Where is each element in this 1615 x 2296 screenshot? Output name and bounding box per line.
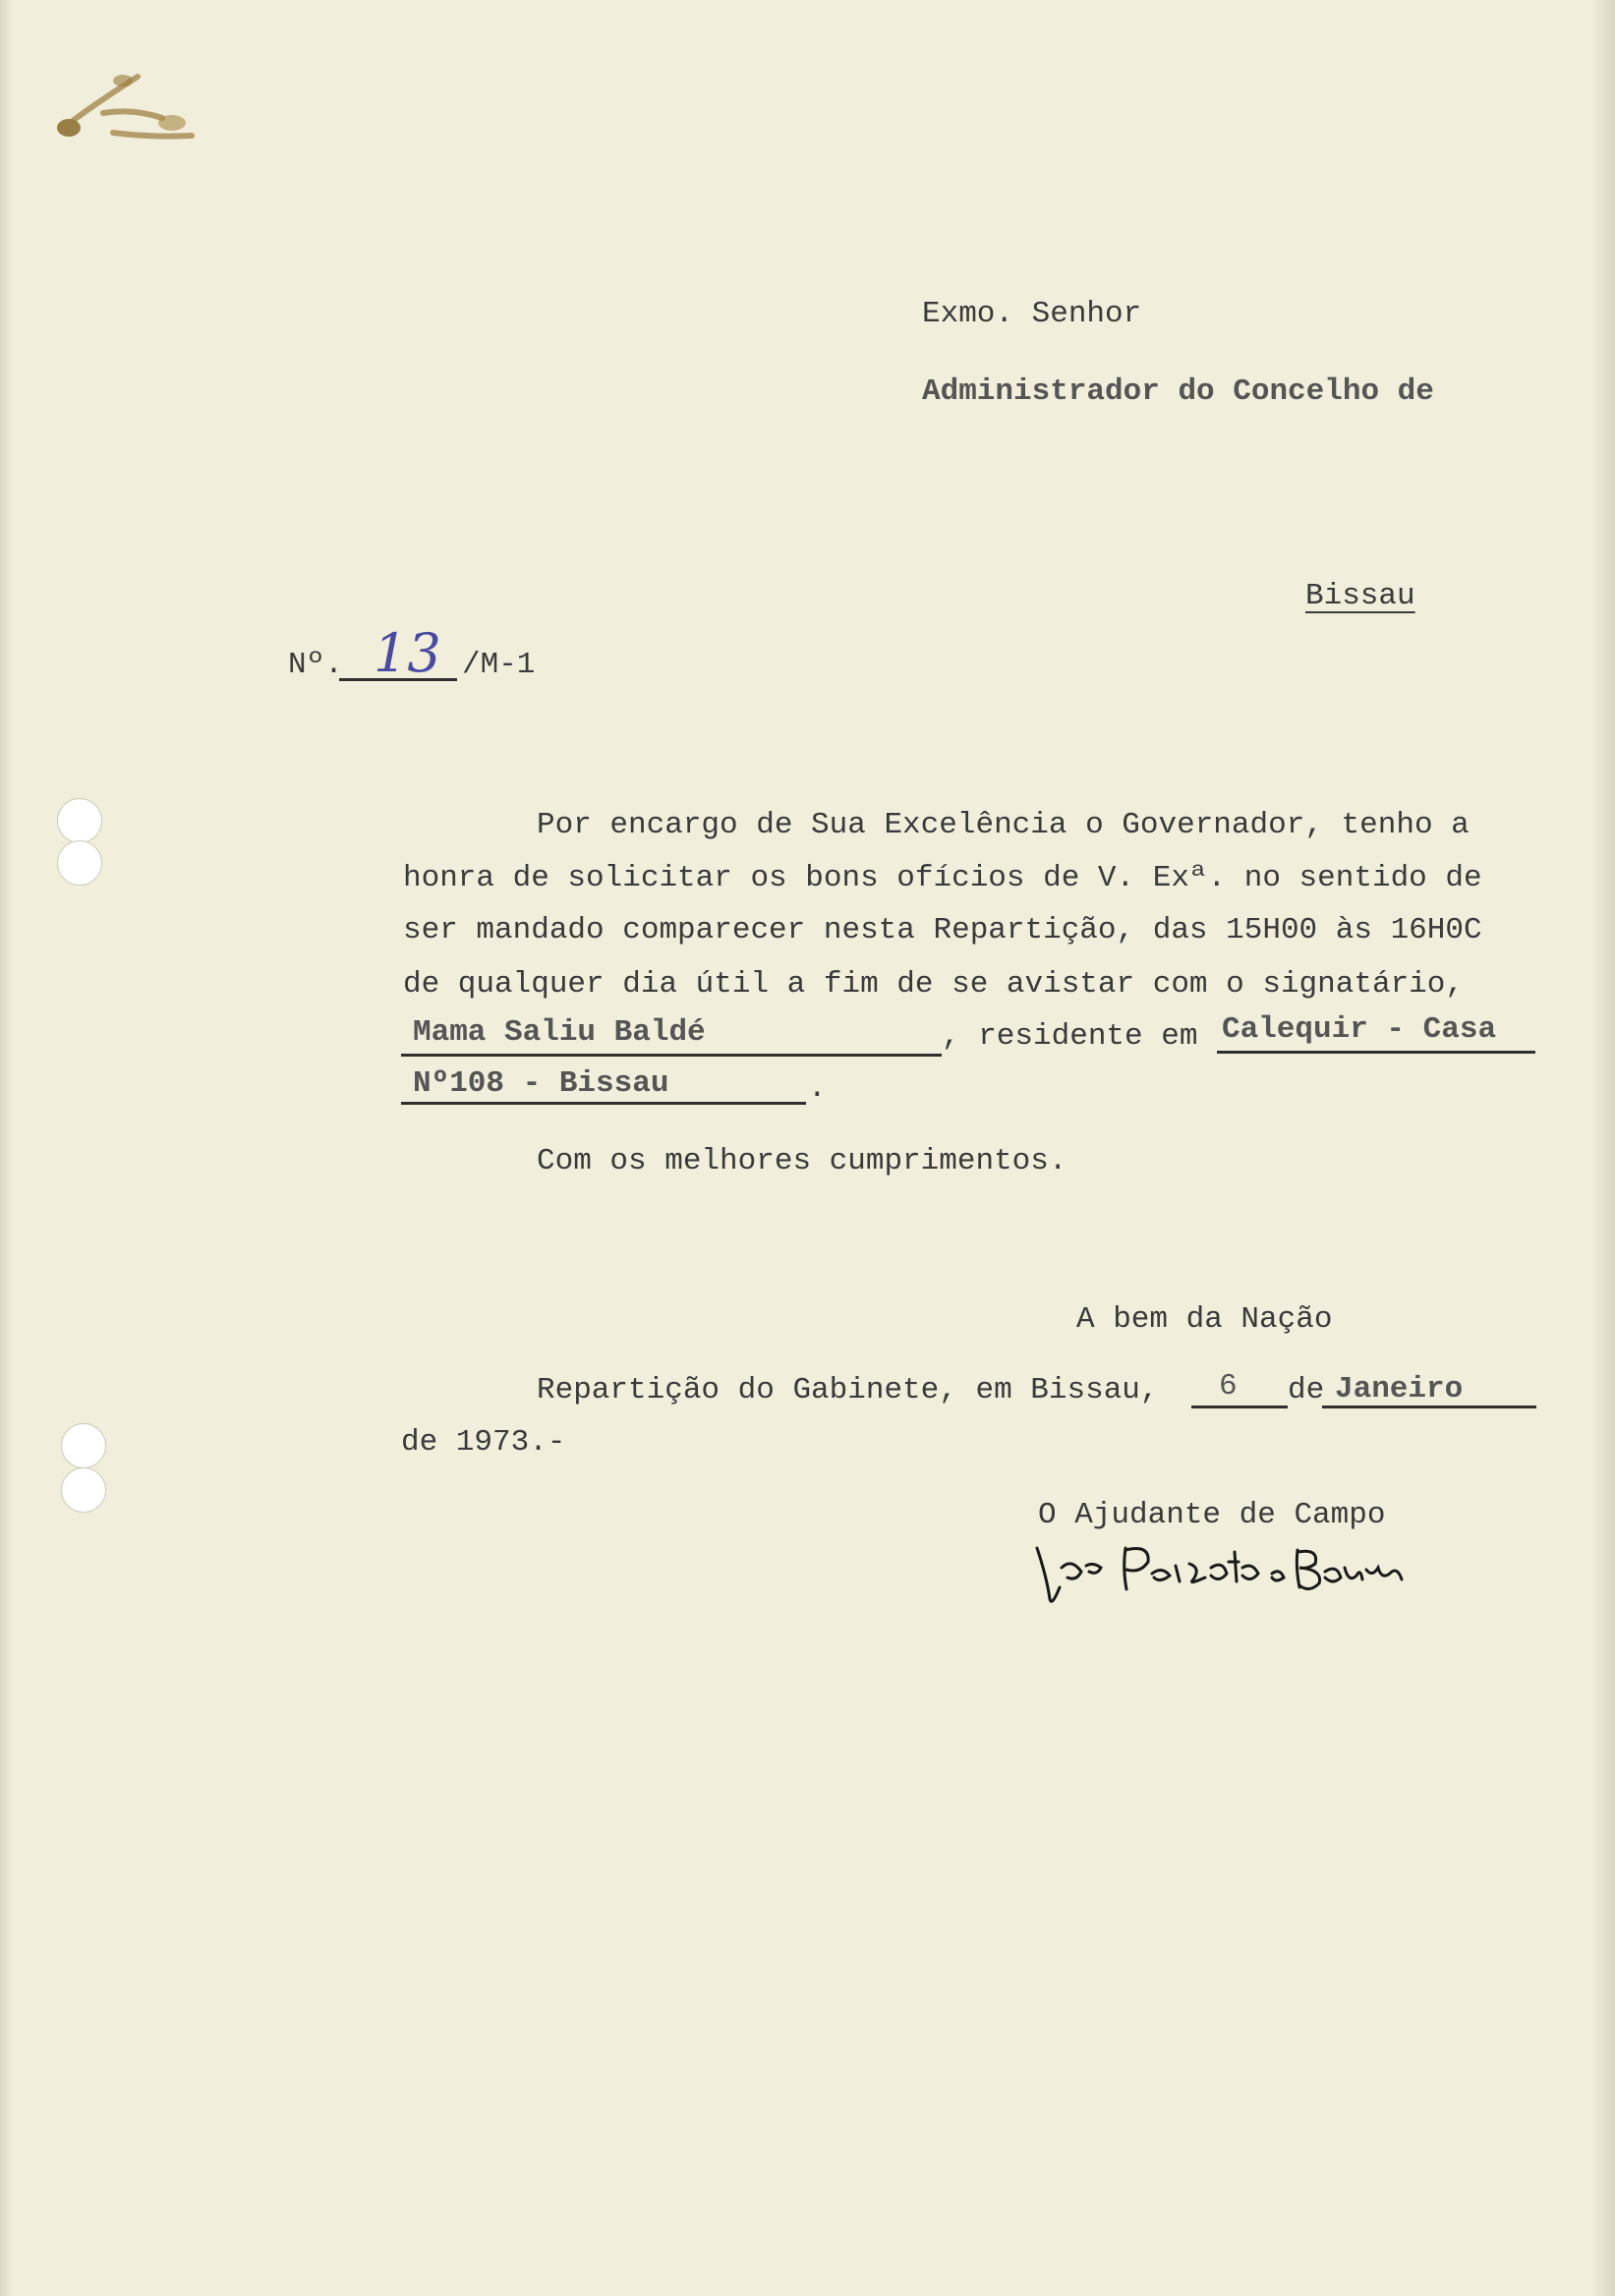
punch-hole xyxy=(57,798,102,843)
year-line: de 1973.- xyxy=(401,1425,566,1460)
residence-period: . xyxy=(808,1071,827,1106)
punch-hole xyxy=(57,840,102,886)
punch-hole xyxy=(61,1467,106,1513)
punch-hole xyxy=(61,1423,106,1468)
date-day: 6 xyxy=(1219,1369,1238,1404)
reference-number: 13 xyxy=(374,622,441,684)
residence-label: , residente em xyxy=(942,1019,1198,1054)
reference-suffix: /M-1 xyxy=(462,648,536,682)
recipient-location: Bissau xyxy=(1305,579,1415,613)
body-line-4: de qualquer dia útil a fim de se avistar com o signatário, xyxy=(403,967,1464,1002)
reference-prefix: Nº. xyxy=(288,648,343,682)
handwritten-signature xyxy=(1032,1538,1406,1612)
page-edge-left xyxy=(0,0,14,2296)
person-name-line xyxy=(401,1054,942,1057)
motto: A bem da Nação xyxy=(1076,1302,1333,1337)
body-line-1: Por encargo de Sua Excelência o Governador, tenho a xyxy=(537,808,1470,842)
residence-part-2: Nº108 - Bissau xyxy=(413,1066,669,1101)
body-line-2: honra de solicitar os bons ofícios de V. Exª. no sentido de xyxy=(403,861,1482,895)
signatory-title: O Ajudante de Campo xyxy=(1038,1498,1386,1532)
residence-part-1: Calequir - Casa xyxy=(1222,1012,1497,1047)
recipient-title: Administrador do Concelho de xyxy=(922,374,1434,409)
date-month-line xyxy=(1322,1406,1536,1408)
date-day-line xyxy=(1191,1406,1288,1408)
body-line-3: ser mandado comparecer nesta Repartição, das 15H00 às 16H0C xyxy=(403,913,1482,947)
rust-stain xyxy=(44,59,231,157)
residence-line-2 xyxy=(401,1102,806,1105)
page-edge-right xyxy=(1591,0,1615,2296)
closing: Com os melhores cumprimentos. xyxy=(537,1144,1067,1178)
date-month: Janeiro xyxy=(1335,1372,1464,1406)
date-de: de xyxy=(1288,1373,1325,1407)
residence-line-1 xyxy=(1217,1051,1535,1054)
salutation: Exmo. Senhor xyxy=(922,297,1142,331)
date-prefix: Repartição do Gabinete, em Bissau, xyxy=(537,1373,1159,1407)
person-name: Mama Saliu Baldé xyxy=(413,1015,706,1050)
